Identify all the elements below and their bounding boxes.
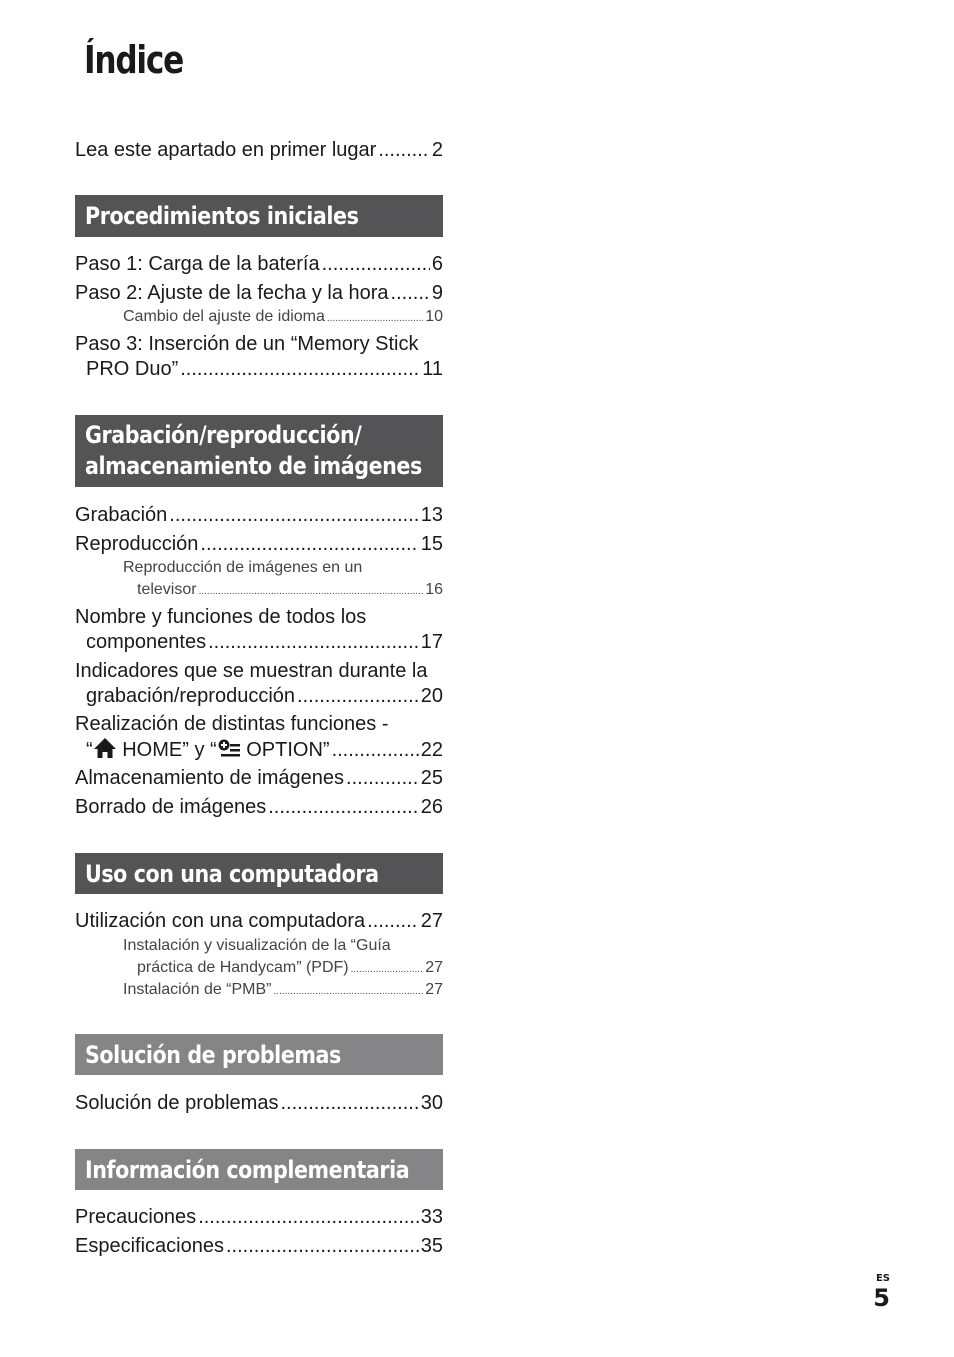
section-heading-line1: Grabación/reproducción/: [85, 421, 362, 449]
option-icon: [217, 739, 241, 766]
toc-entry-text: Reproducción: [75, 533, 199, 555]
page-number: 5: [873, 1284, 890, 1312]
toc-entry[interactable]: [86, 684, 443, 709]
home-icon: [93, 737, 117, 766]
toc-entry[interactable]: [86, 357, 443, 382]
home-label: HOME” y “: [116, 739, 217, 761]
section-heading-grabacion: [75, 415, 443, 487]
leader-dots: [327, 308, 423, 330]
toc-subentry[interactable]: [123, 979, 443, 1003]
toc-entry-text: Solución de problemas: [75, 1092, 279, 1114]
toc-page-number: 11: [422, 358, 443, 380]
toc-entry[interactable]: [75, 532, 443, 557]
section-heading-line2: almacenamiento de imágenes: [85, 452, 422, 480]
toc-entry-line1[interactable]: Nombre y funciones de todos los: [75, 606, 367, 628]
leader-dots: [226, 1234, 419, 1259]
toc-subentry[interactable]: [137, 957, 443, 981]
toc-entry-text: Grabación: [75, 504, 168, 526]
page-title: Índice: [84, 38, 183, 82]
leader-dots: [200, 532, 418, 557]
toc-entry-text: Lea este apartado en primer lugar: [75, 139, 377, 161]
toc-entry[interactable]: [75, 766, 443, 791]
toc-entry-text: [86, 737, 330, 766]
leader-dots: [391, 281, 430, 306]
toc-page-number: 25: [420, 767, 443, 789]
toc-entry-text: Paso 1: Carga de la batería: [75, 253, 320, 275]
section-heading-text: Información complementaria: [85, 1156, 410, 1184]
leader-dots: [332, 738, 419, 763]
toc-subentry[interactable]: [137, 579, 443, 603]
section-heading-text: Procedimientos iniciales: [85, 202, 359, 230]
section-heading-text: Solución de problemas: [85, 1041, 341, 1069]
toc-entry-text: Paso 2: Ajuste de la fecha y la hora: [75, 282, 389, 304]
toc-page-number: 30: [420, 1092, 443, 1114]
toc-page-number: 27: [425, 981, 443, 998]
toc-page-number: 22: [420, 739, 443, 761]
toc-page-number: 16: [425, 581, 443, 598]
leader-dots: [280, 1091, 418, 1116]
toc-subentry-line1[interactable]: Instalación y visualización de la “Guía: [123, 937, 391, 954]
leader-dots: [351, 959, 424, 981]
toc-page-number: 35: [420, 1235, 443, 1257]
toc-entry[interactable]: [75, 795, 443, 820]
page-footer: [873, 1273, 890, 1311]
section-heading-solucion: [75, 1034, 443, 1075]
toc-entry-line1[interactable]: Realización de distintas funciones -: [75, 713, 389, 735]
toc-entry-text: Utilización con una computadora: [75, 910, 366, 932]
section-heading-computadora: [75, 853, 443, 894]
leader-dots: [180, 357, 420, 382]
leader-dots: [169, 503, 418, 528]
toc-page-number: 33: [420, 1206, 443, 1228]
toc-entry-line1[interactable]: Indicadores que se muestran durante la: [75, 660, 428, 682]
toc-page-number: 15: [420, 533, 443, 555]
toc-page-number: 17: [420, 631, 443, 653]
leader-dots: [208, 630, 419, 655]
toc-entry-text: Borrado de imágenes: [75, 796, 267, 818]
toc-entry[interactable]: [75, 281, 443, 306]
toc-entry[interactable]: [86, 737, 443, 766]
toc-entry-text: Almacenamiento de imágenes: [75, 767, 345, 789]
toc-page-number: 6: [431, 253, 443, 275]
toc-entry[interactable]: [75, 252, 443, 277]
toc-page-number: 27: [425, 959, 443, 976]
toc-entry[interactable]: [86, 630, 443, 655]
toc-subentry-line1[interactable]: Reproducción de imágenes en un: [123, 559, 363, 576]
toc-page-number: 13: [420, 504, 443, 526]
leader-dots: [378, 138, 430, 163]
toc-page-number: 20: [420, 685, 443, 707]
toc-page-number: 26: [420, 796, 443, 818]
leader-dots: [346, 766, 419, 791]
toc-page-number: 9: [431, 282, 443, 304]
toc-entry[interactable]: [75, 1234, 443, 1259]
toc-subentry-text: práctica de Handycam” (PDF): [137, 959, 349, 976]
toc-entry-intro[interactable]: [75, 138, 443, 163]
quote-open: “: [86, 739, 93, 761]
toc-subentry[interactable]: [123, 306, 443, 330]
section-heading-text: Uso con una computadora: [85, 860, 379, 888]
toc-entry-text: grabación/reproducción: [86, 685, 296, 707]
section-heading-procedimientos: [75, 195, 443, 237]
toc-entry[interactable]: [75, 503, 443, 528]
leader-dots: [198, 1205, 419, 1230]
toc-page-number: 27: [420, 910, 443, 932]
toc-entry-line1[interactable]: Paso 3: Inserción de un “Memory Stick: [75, 333, 419, 355]
leader-dots: [274, 981, 424, 1003]
leader-dots: [367, 909, 419, 934]
toc-page-number: 10: [425, 308, 443, 325]
toc-entry-text: componentes: [86, 631, 207, 653]
toc-entry[interactable]: [75, 1091, 443, 1116]
leader-dots: [297, 684, 419, 709]
toc-entry-text: Precauciones: [75, 1206, 197, 1228]
language-code: ES: [875, 1273, 890, 1284]
toc-entry-text: PRO Duo”: [86, 358, 179, 380]
leader-dots: [199, 581, 424, 603]
option-label: OPTION”: [240, 739, 330, 761]
toc-subentry-text: Cambio del ajuste de idioma: [123, 308, 325, 325]
toc-entry-text: Especificaciones: [75, 1235, 224, 1257]
leader-dots: [322, 252, 430, 277]
toc-entry[interactable]: [75, 909, 443, 934]
toc-subentry-text: televisor: [137, 581, 197, 598]
leader-dots: [268, 795, 419, 820]
toc-entry[interactable]: [75, 1205, 443, 1230]
toc-page-number: 2: [431, 139, 443, 161]
section-heading-informacion: [75, 1149, 443, 1190]
toc-subentry-text: Instalación de “PMB”: [123, 981, 272, 998]
